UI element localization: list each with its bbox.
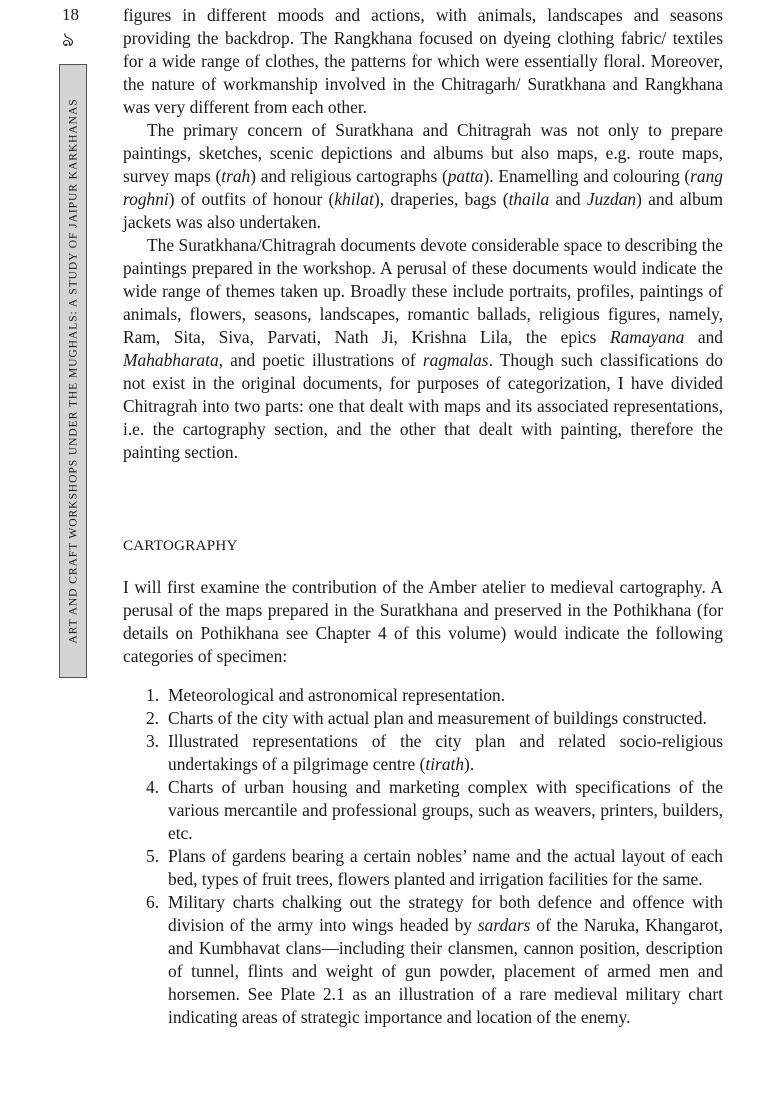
list-item: 4. Charts of urban housing and marketing complex with specifications of the various mercantile and professional groups, such as weavers, printers, builders, etc.	[146, 777, 723, 843]
list-item: 6. Military charts chalking out the strategy for both defence and offence with division of the army into wings headed by sardars of the Naruka, Khangarot, and Kumbhavat clans—including their clansmen, cannon position, description of tunnel, flints and weight of gun powder, placement of armed men and horsemen. See Plate 2.1 as an illustration of a rare medieval military chart indicating areas of strategic importance and location of the enemy.	[146, 892, 723, 1027]
list-item: 5. Plans of gardens bearing a certain nobles’ name and the actual layout of each bed, types of fruit trees, flowers planted and irrigation facilities for the same.	[146, 846, 723, 889]
list-item: 2. Charts of the city with actual plan and measurement of buildings constructed.	[146, 708, 707, 728]
intro-paragraph: I will first examine the contribution of the Amber atelier to medieval cartography. A perusal of the maps prepared in the Suratkhana and preserved in the Pothikhana (for details on Pothikhana see Chapter 4 of this volume) would indicate the following categories of specimen:	[123, 577, 723, 666]
paragraph-3: The Suratkhana/Chitragrah documents devote considerable space to describing the paintings prepared in the workshop. A perusal of these documents would indicate the wide range of themes taken up. Broadly these include portraits, profiles, paintings of animals, flowers, seasons, landscapes, romantic ballads, religious figures, namely, Ram, Sita, Siva, Parvati, Nath Ji, Krishna Lila, the epics Ramayana and Mahabharata, and poetic illustrations of ragmalas. Though such classifications do not exist in the original documents, for purposes of categorization, I have divided Chitragrah into two parts: one that dealt with maps and its associated representations, i.e. the cartography section, and the other that dealt with painting, therefore the painting section.	[123, 235, 724, 462]
list-item: 3. Illustrated representations of the city plan and related socio-religious undertakings of a pilgrimage centre (tirath).	[146, 731, 723, 774]
paragraph-1: figures in different moods and actions, with animals, landscapes and seasons providing the backdrop. The Rangkhana focused on dyeing clothing fabric/ textiles for a wide range of clothes, the patterns for which were essentially floral. Moreover, the nature of workmanship involved in the Chitragarh/ Suratkhana and Rangkhana was very different from each other.	[123, 5, 723, 117]
page-number: 18	[62, 5, 79, 24]
ornament-glyph: ঌ	[62, 29, 75, 51]
paragraph-2: The primary concern of Suratkhana and Chitragrah was not only to prepare paintings, sketches, scenic depictions and albums but also maps, e.g. route maps, survey maps (trah) and religious cartographs (patta). Enamelling and colouring (rang roghni) of outfits of honour (khilat), draperies, bags (thaila and Juzdan) and album jackets was also undertaken.	[123, 120, 723, 232]
body-text	[123, 4, 723, 464]
running-title-spine	[59, 64, 87, 678]
list-item: 1. Meteorological and astronomical representation.	[146, 685, 506, 705]
running-title: ART AND CRAFT WORKSHOPS UNDER THE MUGHALS: A STUDY OF JAIPUR KARKHANAS	[66, 98, 80, 644]
section-heading: CARTOGRAPHY	[123, 538, 238, 554]
category-list	[146, 684, 723, 1029]
